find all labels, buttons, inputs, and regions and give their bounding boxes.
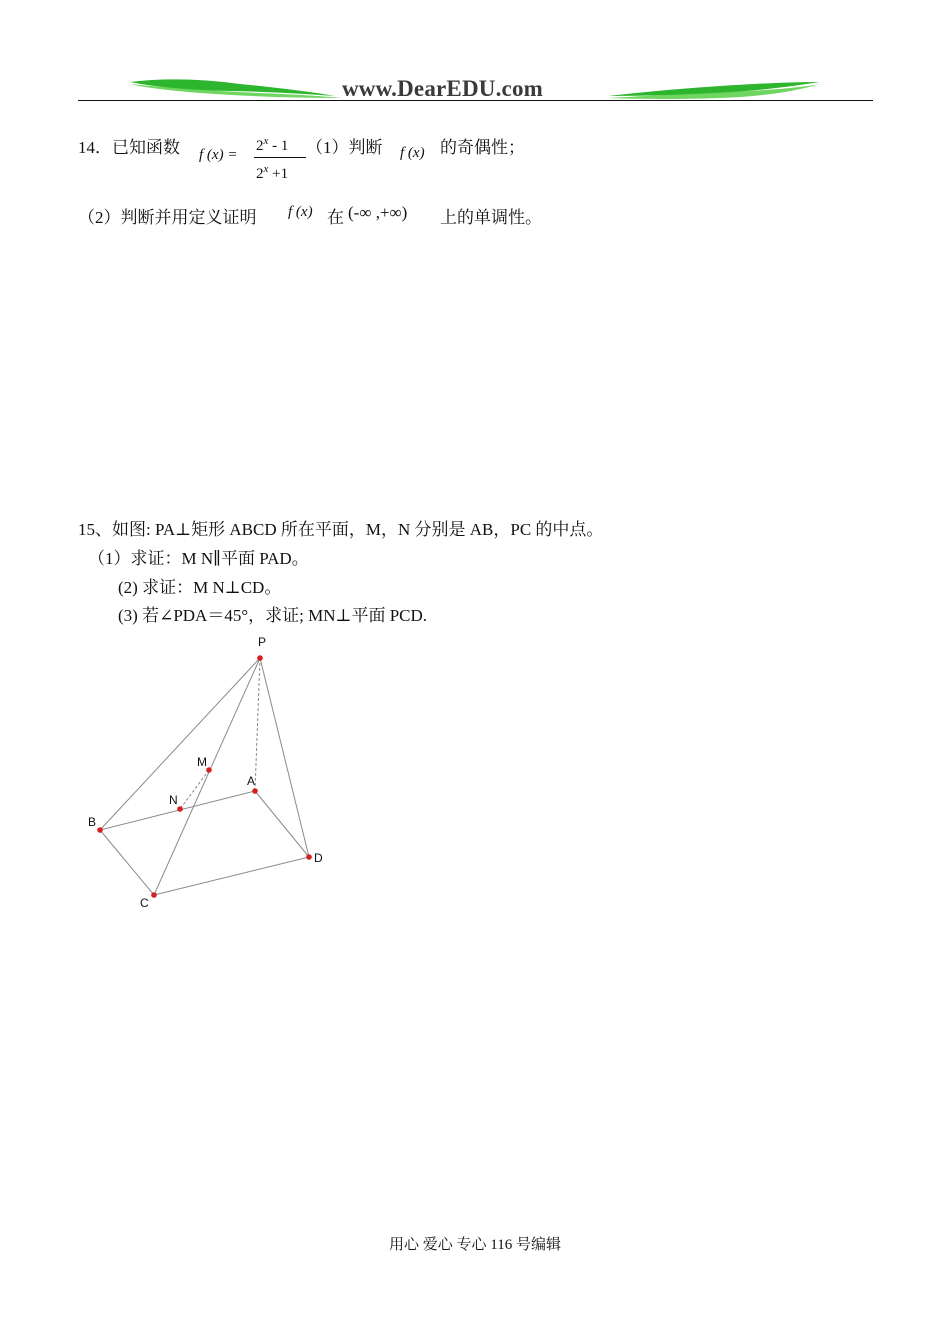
point-A [252,788,258,794]
q14-number: 14．已知函数 [78,138,180,157]
q14-f-lhs: f (x) = [199,147,238,163]
label-N: N [169,793,178,807]
q15-line2: （1）求证：M N∥平面 PAD。 [88,549,309,568]
q14-numerator [256,135,288,155]
num-rest: - 1 [272,138,289,154]
q14-part1-label: （1）判断 [306,138,383,157]
den-base: 2 [256,166,264,182]
label-P: P [258,635,267,649]
point-M [206,767,212,773]
num-base: 2 [256,138,264,154]
q15-line1: 15、如图: PA⊥矩形 ABCD 所在平面，M，N 分别是 AB，PC 的中点。 [78,520,604,539]
header-rule [78,100,873,101]
num-exp: x [263,135,269,147]
q14-part2-tail: 上的单调性。 [440,208,542,227]
q14-part2-mid: 在 [327,208,344,227]
edge-PB [100,658,260,830]
q15-line4: (3) 若∠PDA＝45°，求证; MN⊥平面 PCD. [118,606,428,625]
point-C [151,892,157,898]
edge-PA [255,658,260,791]
q14-fx: f (x) [400,145,425,161]
page-footer: 用心 爱心 专心 116 号编辑 [389,1237,561,1253]
point-N [177,806,183,812]
point-B [97,827,103,833]
fraction-bar [254,157,306,158]
site-logo-text: www.DearEDU.com [342,76,544,101]
point-P [257,655,263,661]
edge-BC [100,830,154,895]
q14-part2-fx: f (x) [288,204,313,220]
label-M: M [197,755,207,769]
den-exp: x [263,163,269,175]
q14-part2-label: （2）判断并用定义证明 [78,208,257,227]
den-rest: +1 [272,166,289,182]
label-A: A [247,774,256,788]
q14-denominator [256,163,288,183]
q14-part1-tail: 的奇偶性； [440,138,525,157]
q15-line3: (2) 求证：M N⊥CD。 [118,578,282,597]
edge-PC [154,658,260,895]
label-C: C [140,896,149,910]
edge-CD [154,857,309,895]
pyramid-figure [80,630,350,920]
label-B: B [88,815,97,829]
q14-interval: (-∞ ,+∞) [348,203,408,222]
segment-MN [180,770,209,809]
point-D [306,854,312,860]
label-D: D [314,851,323,865]
